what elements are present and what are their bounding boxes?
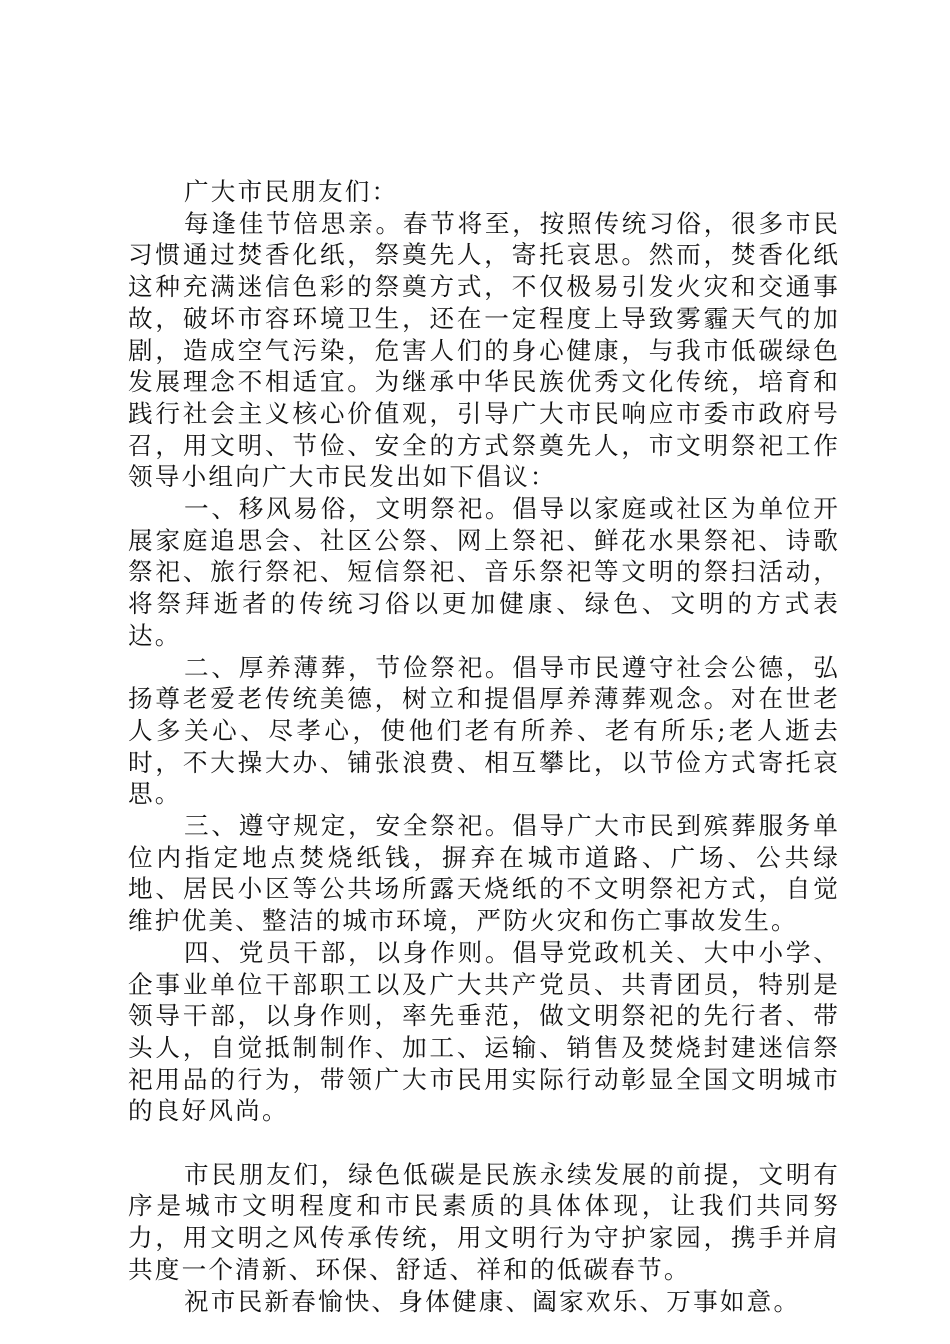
intro-paragraph: 每逢佳节倍思亲。春节将至，按照传统习俗，很多市民习惯通过焚香化纸，祭奠先人，寄托哀思。然而，焚香化纸这种充满迷信色彩的祭奠方式，不仅极易引发火灾和交通事故，破坏市容环境卫生，还在一定程度上导致雾霾天气的加剧，造成空气污染，危害人们的身心健康，与我市低碳绿色发展理念不相适宜。为继承中华民族优秀文化传统，培育和践行社会主义核心价值观，引导广大市民响应市委市政府号召，用文明、节俭、安全的方式祭奠先人，市文明祭祀工作领导小组向广大市民发出如下倡议： xyxy=(128,208,840,492)
proposal-4-paragraph: 四、党员干部，以身作则。倡导党政机关、大中小学、企事业单位干部职工以及广大共产党员、共青团员，特别是领导干部，以身作则，率先垂范，做文明祭祀的先行者、带头人，自觉抵制制作、加工、运输、销售及焚烧封建迷信祭祀用品的行为，带领广大市民用实际行动彰显全国文明城市的良好风尚。 xyxy=(128,937,840,1126)
salutation: 广大市民朋友们： xyxy=(184,177,399,206)
proposal-2-paragraph: 二、厚养薄葬，节俭祭祀。倡导市民遵守社会公德，弘扬尊老爱老传统美德，树立和提倡厚养薄葬观念。对在世老人多关心、尽孝心，使他们老有所养、老有所乐;老人逝去时，不大操大办、铺张浪费、相互攀比，以节俭方式寄托哀思。 xyxy=(128,652,840,809)
paragraph-spacer xyxy=(128,1127,840,1159)
proposal-1-paragraph: 一、移风易俗，文明祭祀。倡导以家庭或社区为单位开展家庭追思会、社区公祭、网上祭祀、鲜花水果祭祀、诗歌祭祀、旅行祭祀、短信祭祀、音乐祭祀等文明的祭扫活动，将祭拜逝者的传统习俗以更加健康、绿色、文明的方式表达。 xyxy=(128,494,840,650)
proposal-3-paragraph: 三、遵守规定，安全祭祀。倡导广大市民到殡葬服务单位内指定地点焚烧纸钱，摒弃在城市道路、广场、公共绿地、居民小区等公共场所露天烧纸的不文明祭祀方式，自觉维护优美、整洁的城市环境，严防火灾和伤亡事故发生。 xyxy=(128,811,840,936)
closing-paragraph: 市民朋友们，绿色低碳是民族永续发展的前提，文明有序是城市文明程度和市民素质的具体体现，让我们共同努力，用文明之风传承传统，用文明行为守护家园，携手并肩共度一个清新、环保、舒适、祥和的低碳春节。 xyxy=(128,1159,840,1284)
wishes-paragraph: 祝市民新春愉快、身体健康、阖家欢乐、万事如意。 xyxy=(184,1286,801,1316)
document-body xyxy=(128,176,840,1317)
